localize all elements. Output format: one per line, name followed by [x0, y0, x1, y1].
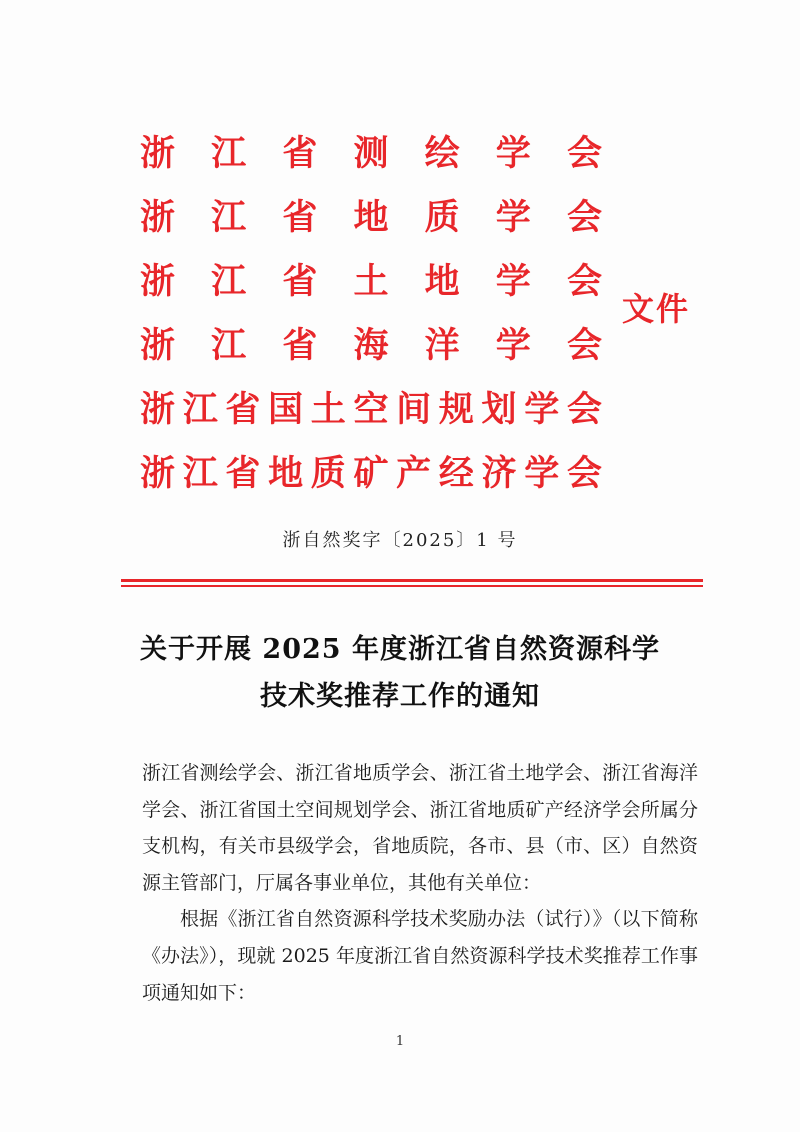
issuer-name-4: 浙 江 省 海 洋 学 会 [140, 325, 602, 366]
page-number: 1 [395, 1034, 405, 1049]
document-number: 浙自然奖字〔2025〕1 号 [282, 530, 518, 551]
red-separator-line-thin [121, 585, 703, 587]
issuer-name-6: 浙 江 省 地 质 矿 产 经 济 学 会 [140, 453, 602, 494]
addressees-paragraph: 浙江省测绘学会、浙江省地质学会、浙江省土地学会、浙江省海洋学会、浙江省国土空间规划学会、浙江省地质矿产经济学会所属分支机构，有关市县级学会，省地质院，各市、县（市、区）自然资源主管部门，厅属各事业单位，其他有关单位： [142, 762, 698, 894]
issuer-name-5: 浙 江 省 国 土 空 间 规 划 学 会 [140, 389, 602, 430]
issuer-name-3: 浙 江 省 土 地 学 会 [140, 261, 602, 302]
notice-title-line-2: 技术奖推荐工作的通知 [260, 681, 540, 712]
red-separator-line [121, 579, 703, 582]
body-paragraph-1: 根据《浙江省自然资源科学技术奖励办法（试行）》（以下简称《办法》），现就 2025 年度浙江省自然资源科学技术奖推荐工作事项通知如下： [142, 908, 698, 1004]
notice-body [142, 755, 698, 1011]
issuer-name-2: 浙 江 省 地 质 学 会 [140, 197, 602, 238]
notice-title-line-1: 关于开展 2025 年度浙江省自然资源科学 [140, 634, 660, 665]
issuer-list [140, 122, 602, 506]
issuer-name-1: 浙 江 省 测 绘 学 会 [140, 133, 602, 174]
document-suffix: 文件 [622, 290, 691, 328]
